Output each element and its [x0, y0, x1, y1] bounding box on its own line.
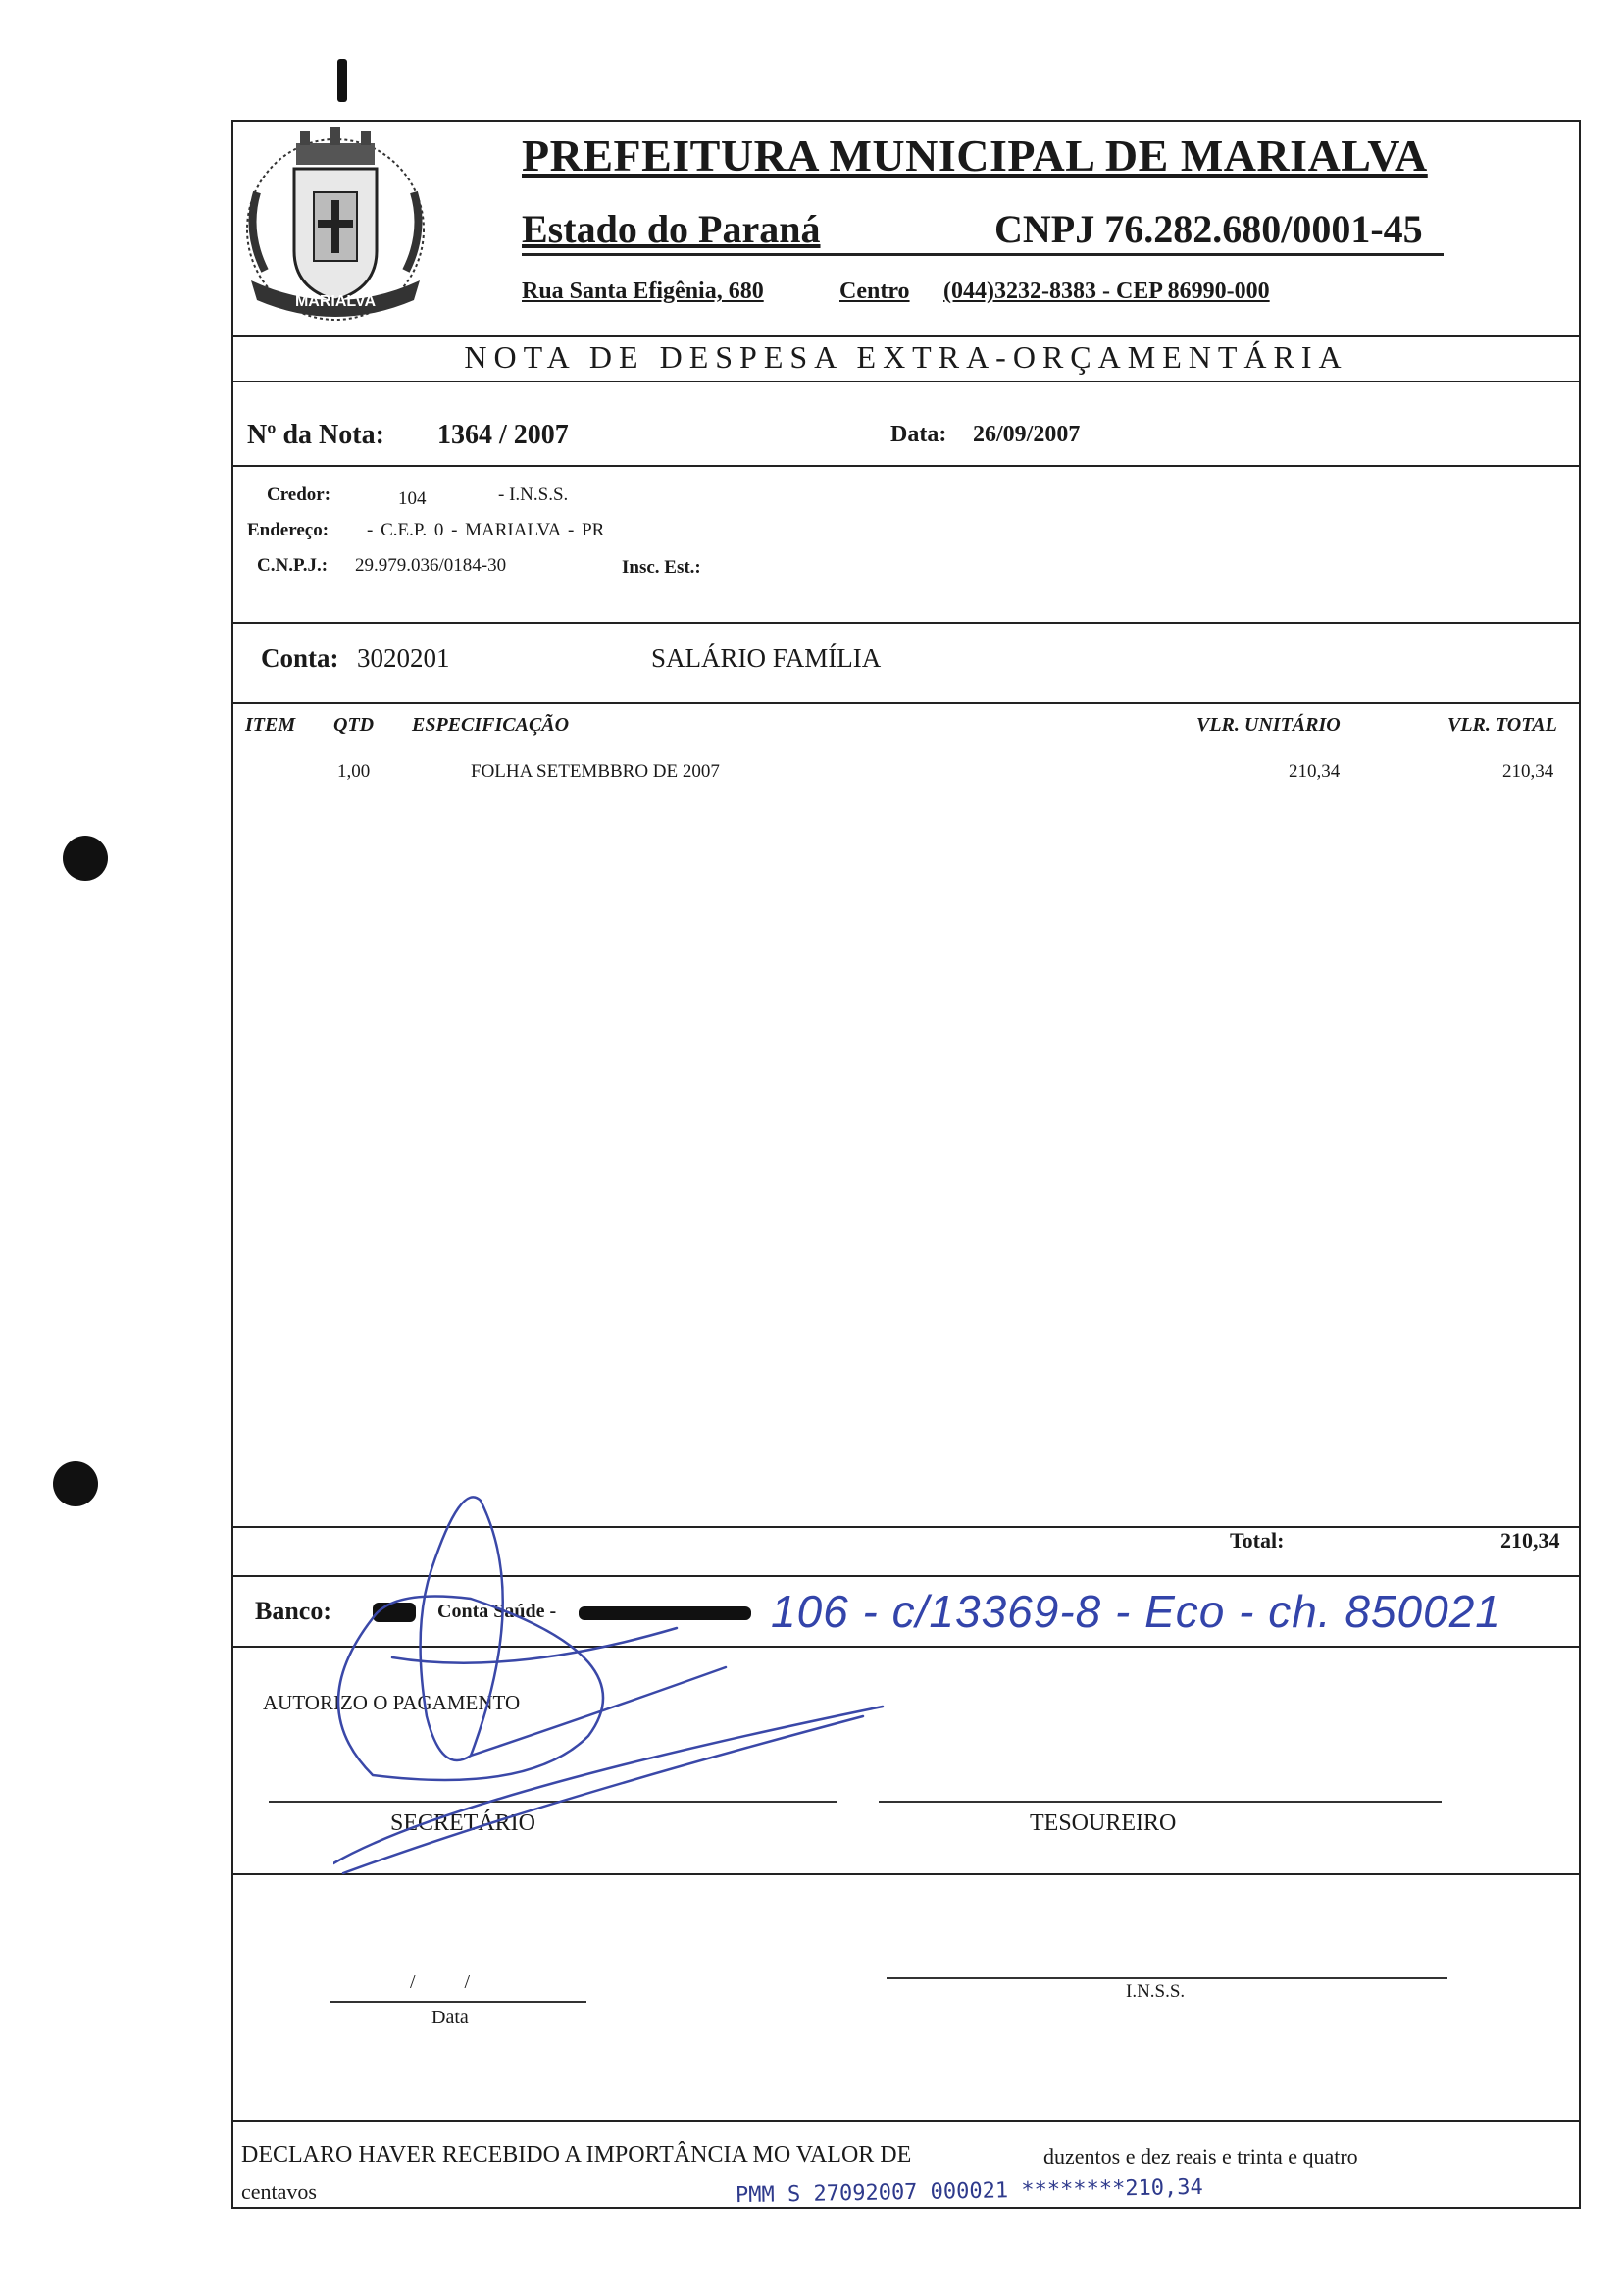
state-underline: [522, 253, 1444, 256]
credor-name: - I.N.S.S.: [498, 484, 569, 505]
payment-stamp: PMM S 27092007 000021 ********210,34: [735, 2174, 1204, 2209]
credor-label: Credor:: [267, 484, 331, 505]
municipality-title: PREFEITURA MUNICIPAL DE MARIALVA: [522, 130, 1428, 180]
rule-credor-bottom: [231, 622, 1581, 624]
col-header-qtd: QTD: [333, 714, 375, 736]
endereco-label: Endereço:: [247, 520, 330, 540]
receipt-date-slashes: / /: [410, 1971, 471, 1993]
conta-label: Conta:: [261, 643, 339, 673]
receipt-date-line: [330, 2001, 586, 2003]
recipient-label: I.N.S.S.: [1126, 1981, 1186, 2002]
col-header-total: VLR. TOTAL: [1447, 714, 1557, 736]
rule-receipt-bottom: [231, 2120, 1581, 2122]
credor-cnpj-label: C.N.P.J.:: [257, 555, 329, 576]
col-header-spec: ESPECIFICAÇÃO: [412, 714, 570, 736]
municipal-crest-logo: [237, 124, 433, 330]
header-district: Centro: [839, 279, 910, 304]
banco-conta-text: Conta Saúde -: [437, 1601, 557, 1622]
binder-hole-top: [63, 836, 108, 881]
conta-number: 3020201: [357, 643, 450, 673]
rule-nota-bottom: [231, 465, 1581, 467]
state-name: Estado do Paraná: [522, 207, 821, 251]
credor-cnpj: 29.979.036/0184-30: [355, 555, 507, 576]
receipt-date-label: Data: [431, 2007, 469, 2028]
insc-est-label: Insc. Est.:: [622, 557, 701, 578]
handwritten-signature: [333, 1481, 902, 1893]
col-header-unit: VLR. UNITÁRIO: [1196, 714, 1341, 736]
nota-number: 1364 / 2007: [437, 420, 569, 450]
col-header-item: ITEM: [245, 714, 296, 736]
table-row-unit: 210,34: [1289, 761, 1341, 782]
crest-ribbon-text: MARIALVA: [294, 293, 377, 310]
amount-in-words-2: centavos: [241, 2179, 317, 2204]
table-row-total: 210,34: [1502, 761, 1554, 782]
tesoureiro-label: TESOUREIRO: [1030, 1810, 1177, 1836]
handwritten-bank-details: 106 - c/13369-8 - Eco - ch. 850021: [771, 1586, 1501, 1637]
total-label: Total:: [1230, 1528, 1285, 1553]
header-cnpj: CNPJ 76.282.680/0001-45: [994, 207, 1423, 251]
endereco-value: - C.E.P. 0 - MARIALVA - PR: [367, 520, 605, 540]
header-address: Rua Santa Efigênia, 680: [522, 279, 764, 304]
header-phone-cep: (044)3232-8383 - CEP 86990-000: [943, 279, 1270, 304]
binder-hole-bottom: [53, 1461, 98, 1506]
banco-label: Banco:: [255, 1597, 331, 1625]
document-title: NOTA DE DESPESA EXTRA-ORÇAMENTÁRIA: [464, 339, 1348, 375]
declaration-text: DECLARO HAVER RECEBIDO A IMPORTÂNCIA MO VALOR DE: [241, 2142, 912, 2167]
amount-in-words-1: duzentos e dez reais e trinta e quatro: [1043, 2144, 1358, 2168]
total-value: 210,34: [1500, 1528, 1560, 1553]
table-row-spec: FOLHA SETEMBBRO DE 2007: [471, 761, 720, 782]
table-row-qtd: 1,00: [337, 761, 371, 782]
tesoureiro-signature-line: [879, 1801, 1442, 1803]
authorize-payment-text: AUTORIZO O PAGAMENTO: [263, 1691, 521, 1714]
rule-header-bottom: [231, 335, 1581, 337]
recipient-signature-line: [887, 1977, 1447, 1979]
rule-conta-bottom: [231, 702, 1581, 704]
conta-name: SALÁRIO FAMÍLIA: [651, 643, 882, 673]
staple-mark: [337, 59, 347, 102]
secretario-label: SECRETÁRIO: [390, 1810, 536, 1836]
rule-title-bottom: [231, 381, 1581, 382]
nota-number-label: Nº da Nota:: [247, 420, 384, 450]
nota-date: 26/09/2007: [973, 422, 1081, 447]
credor-code: 104: [398, 488, 427, 509]
nota-date-label: Data:: [890, 422, 947, 447]
